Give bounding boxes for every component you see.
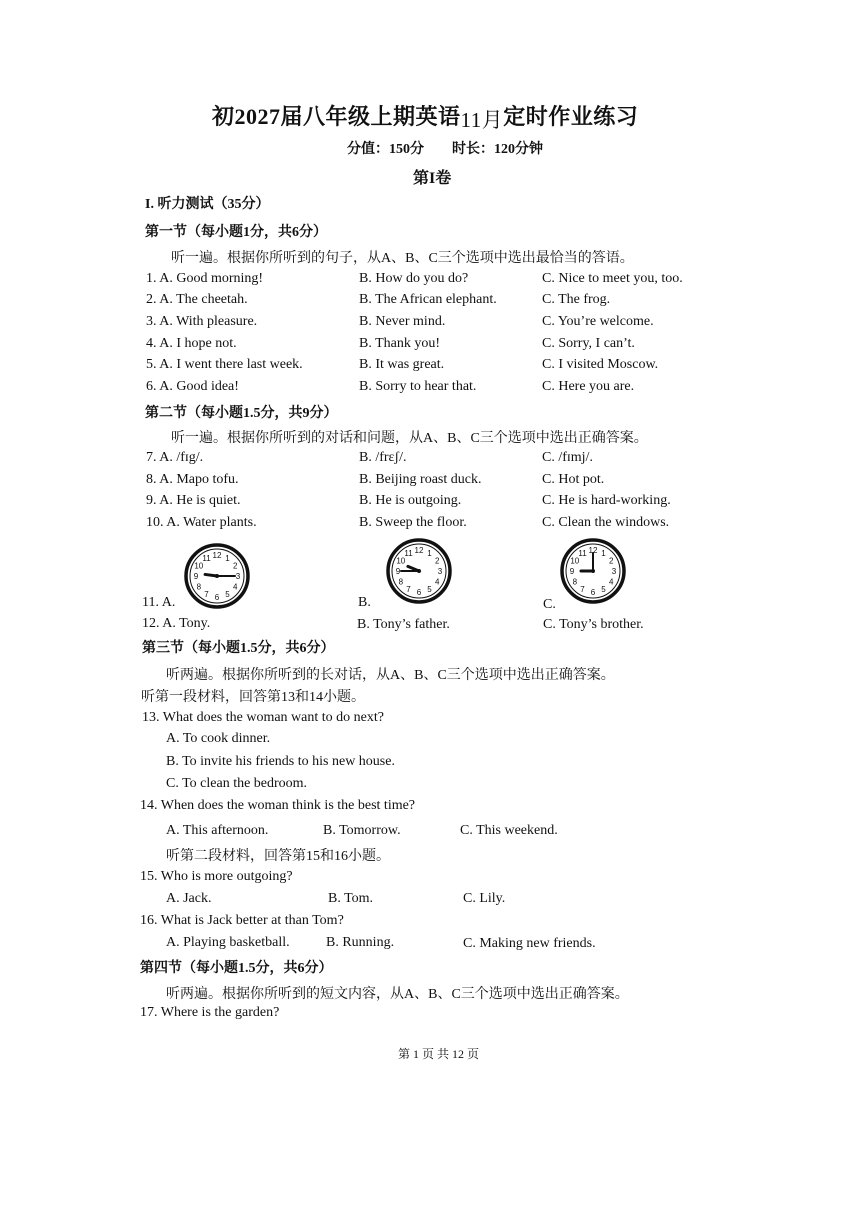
clock-numeral: 4 [608,577,614,587]
q14-option-b: B. Tomorrow. [323,823,401,838]
clock-numeral: 4 [434,577,440,587]
title-month: 11月 [460,108,504,132]
volume-heading: 第I卷 [413,170,452,187]
q9-option-b: B. He is outgoing. [359,493,462,508]
clock-c-svg [560,538,626,604]
q13-option-b: B. To invite his friends to his new house. [166,754,395,769]
q7-option-c: C. /fɪmj/. [542,450,593,465]
q15-option-c: C. Lily. [463,891,506,906]
q8-option-a: 8. A. Mapo tofu. [146,472,239,487]
clock-numeral: 9 [569,567,575,576]
q14-option-a: A. This afternoon. [166,823,269,838]
clock-c-image [560,538,626,604]
clock-numeral: 12 [212,551,222,560]
q12-option-c: C. Tony’s brother. [543,617,644,632]
clock-b-svg [386,538,452,604]
q14-stem: 14. When does the woman think is the best time? [140,798,416,813]
section3-material1: 听第一段材料，回答第13和14小题。 [141,690,365,705]
q16-stem: 16. What is Jack better at than Tom? [140,913,344,928]
q14-option-c: C. This weekend. [460,823,558,838]
clock-center [215,574,219,578]
q11-option-c: C. [543,597,556,612]
clock-numeral: 11 [202,553,211,563]
q7-option-a: 7. A. /fɪg/. [146,450,204,465]
q1-option-a: 1. A. Good morning! [146,271,264,286]
section3-material2: 听第二段材料，回答第15和16小题。 [166,849,390,864]
q6-option-b: B. Sorry to hear that. [359,379,477,394]
q3-option-a: 3. A. With pleasure. [146,314,258,329]
clock-numeral: 3 [235,572,241,581]
q11-option-a: 11. A. [142,595,176,610]
clock-a-image [184,543,250,609]
clock-numeral: 12 [414,546,424,555]
q13-option-a: A. To cook dinner. [166,731,271,746]
q5-option-c: C. I visited Moscow. [542,357,659,372]
clock-numeral: 1 [225,553,230,563]
section3-instruction: 听两遍。根据你所听到的长对话，从A、B、C三个选项中选出正确答案。 [166,668,615,683]
q1-option-c: C. Nice to meet you, too. [542,271,683,286]
clock-numeral: 4 [232,582,238,592]
q10-option-a: 10. A. Water plants. [146,515,257,530]
clock-numeral: 8 [572,577,578,587]
part1-heading: I. 听力测试（35分） [145,197,270,212]
q10-option-c: C. Clean the windows. [542,515,670,530]
q13-option-c: C. To clean the bedroom. [166,776,308,791]
q15-option-a: A. Jack. [166,891,212,906]
clock-numeral: 6 [214,593,220,602]
clock-numeral: 7 [580,585,585,595]
clock-numeral: 5 [601,585,606,595]
clock-numeral: 10 [570,556,580,566]
q12-option-a: 12. A. Tony. [142,616,211,631]
title-suffix: 定时作业练习 [503,104,639,129]
section2-heading: 第二节（每小题1.5分，共9分） [145,406,338,421]
section2-instruction: 听一遍。根据你所听到的对话和问题，从A、B、C三个选项中选出正确答案。 [171,431,648,446]
q4-option-a: 4. A. I hope not. [146,336,237,351]
clock-numeral: 3 [611,567,617,576]
q6-option-c: C. Here you are. [542,379,635,394]
q9-option-c: C. He is hard-working. [542,493,671,508]
clock-numeral: 8 [398,577,404,587]
duration-label: 时长：120分钟 [452,142,543,157]
section1-heading: 第一节（每小题1分，共6分） [145,225,327,240]
q10-option-b: B. Sweep the floor. [359,515,467,530]
q8-option-b: B. Beijing roast duck. [359,472,482,487]
q16-option-a: A. Playing basketball. [166,935,290,950]
clock-numeral: 5 [427,585,432,595]
q12-option-b: B. Tony’s father. [357,617,450,632]
clock-a-svg [184,543,250,609]
clock-numeral: 12 [588,546,598,555]
q16-option-b: B. Running. [326,935,395,950]
q3-option-b: B. Never mind. [359,314,446,329]
clock-numeral: 11 [578,548,587,558]
clock-numeral: 2 [608,556,614,566]
clock-numeral: 11 [404,548,413,558]
score-label: 分值：150分 [347,142,424,157]
q2-option-a: 2. A. The cheetah. [146,292,248,307]
q7-option-b: B. /frɛʃ/. [359,450,407,465]
clock-numeral: 7 [406,585,411,595]
q6-option-a: 6. A. Good idea! [146,379,239,394]
q11-option-b: B. [358,595,371,610]
q1-option-b: B. How do you do? [359,271,469,286]
clock-center [417,569,421,573]
q15-option-b: B. Tom. [328,891,374,906]
clock-numeral: 2 [434,556,440,566]
clock-numeral: 8 [196,582,202,592]
section1-instruction: 听一遍。根据你所听到的句子，从A、B、C三个选项中选出最恰当的答语。 [171,251,634,266]
q2-option-b: B. The African elephant. [359,292,497,307]
clock-numeral: 6 [590,588,596,597]
q3-option-c: C. You’re welcome. [542,314,654,329]
q9-option-a: 9. A. He is quiet. [146,493,241,508]
clock-numeral: 9 [193,572,199,581]
clock-center [591,569,595,573]
q16-option-c: C. Making new friends. [463,936,596,951]
q17-stem: 17. Where is the garden? [140,1005,280,1020]
section4-heading: 第四节（每小题1.5分，共6分） [140,961,333,976]
clock-numeral: 5 [225,590,230,600]
clock-numeral: 1 [427,548,432,558]
page-footer: 第 1 页 共 12 页 [398,1047,480,1061]
section3-heading: 第三节（每小题1.5分，共6分） [142,641,335,656]
title-prefix: 初2027届八年级上期英语 [212,104,461,129]
q13-stem: 13. What does the woman want to do next? [142,710,384,725]
q5-option-b: B. It was great. [359,357,445,372]
clock-numeral: 7 [204,590,209,600]
clock-numeral: 9 [395,567,401,576]
section4-instruction: 听两遍。根据你所听到的短文内容，从A、B、C三个选项中选出正确答案。 [166,987,629,1002]
clock-numeral: 1 [601,548,606,558]
clock-numeral: 3 [437,567,443,576]
clock-numeral: 10 [194,561,204,571]
q2-option-c: C. The frog. [542,292,611,307]
q8-option-c: C. Hot pot. [542,472,605,487]
clock-numeral: 6 [416,588,422,597]
q5-option-a: 5. A. I went there last week. [146,357,303,372]
exam-title [212,100,638,131]
clock-b-image [386,538,452,604]
clock-numeral: 2 [232,561,238,571]
q4-option-b: B. Thank you! [359,336,441,351]
clock-numeral: 10 [396,556,406,566]
q15-stem: 15. Who is more outgoing? [140,869,293,884]
q4-option-c: C. Sorry, I can’t. [542,336,635,351]
